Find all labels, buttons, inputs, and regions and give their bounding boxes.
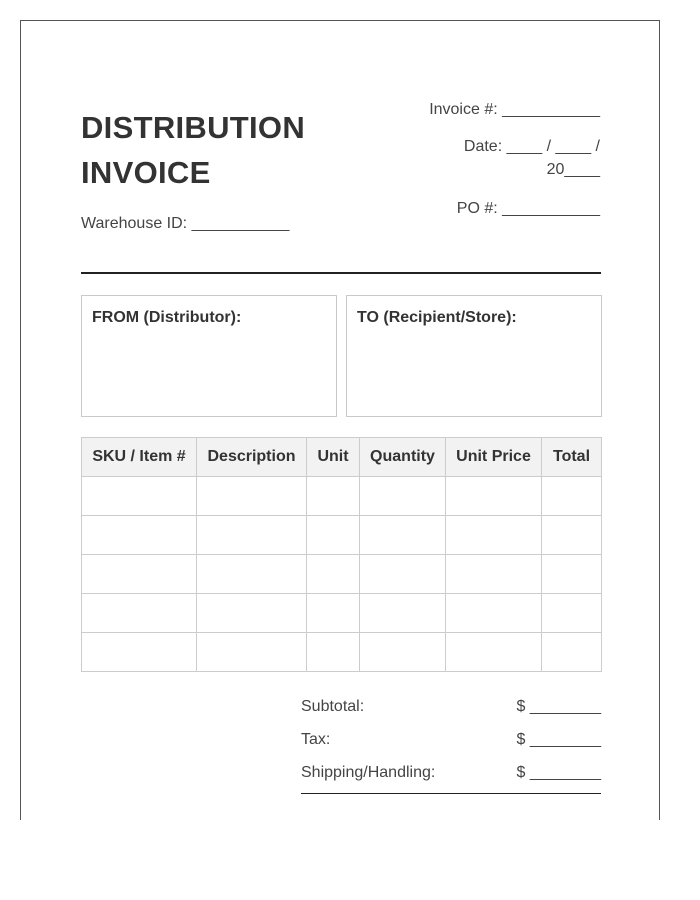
table-cell <box>542 477 602 516</box>
table-cell <box>307 555 360 594</box>
column-header-sku: SKU / Item # <box>82 438 197 477</box>
tax-value: $ ________ <box>516 731 601 748</box>
line-items-table <box>81 437 602 672</box>
table-header-row <box>82 438 602 477</box>
shipping-value: $ ________ <box>516 764 601 781</box>
table-row <box>82 516 602 555</box>
table-cell <box>542 633 602 672</box>
table-cell <box>307 594 360 633</box>
table-cell <box>197 555 307 594</box>
invoice-sheet <box>20 20 660 820</box>
table-cell <box>446 516 542 555</box>
totals-section <box>301 692 601 791</box>
tax-label: Tax: <box>301 731 331 748</box>
column-header-description: Description <box>197 438 307 477</box>
subtotal-value: $ ________ <box>516 698 601 715</box>
shipping-label: Shipping/Handling: <box>301 764 436 781</box>
invoice-number-field: Invoice #: ___________ <box>429 101 600 118</box>
table-cell <box>197 516 307 555</box>
table-cell <box>197 477 307 516</box>
table-cell <box>307 633 360 672</box>
table-cell <box>446 633 542 672</box>
table-cell <box>446 555 542 594</box>
tax-row <box>301 725 601 758</box>
table-cell <box>82 633 197 672</box>
to-recipient-box <box>346 295 602 417</box>
table-row <box>82 594 602 633</box>
table-cell <box>360 516 446 555</box>
table-row <box>82 633 602 672</box>
table-row <box>82 477 602 516</box>
title-line-1: DISTRIBUTION <box>81 110 306 145</box>
date-field <box>450 135 600 181</box>
po-number-field: PO #: ___________ <box>456 200 600 217</box>
table-cell <box>82 477 197 516</box>
table-cell <box>542 516 602 555</box>
table-cell <box>82 516 197 555</box>
table-cell <box>82 555 197 594</box>
subtotal-row <box>301 692 601 725</box>
table-cell <box>446 477 542 516</box>
shipping-row <box>301 758 601 791</box>
table-row <box>82 555 602 594</box>
totals-divider <box>301 793 601 794</box>
table-cell <box>360 477 446 516</box>
column-header-unit-price: Unit Price <box>446 438 542 477</box>
table-cell <box>307 477 360 516</box>
column-header-quantity: Quantity <box>360 438 446 477</box>
table-cell <box>542 594 602 633</box>
from-distributor-box <box>81 295 337 417</box>
date-line-1: Date: ____ / ____ / <box>463 138 600 155</box>
column-header-total: Total <box>542 438 602 477</box>
invoice-title <box>81 105 371 195</box>
table-cell <box>446 594 542 633</box>
title-line-2: INVOICE <box>81 155 211 190</box>
table-cell <box>307 516 360 555</box>
from-label: FROM (Distributor): <box>92 309 242 326</box>
table-cell <box>360 555 446 594</box>
table-cell <box>197 633 307 672</box>
table-cell <box>197 594 307 633</box>
subtotal-label: Subtotal: <box>301 698 365 715</box>
warehouse-id-field: Warehouse ID: ___________ <box>81 215 290 232</box>
to-label: TO (Recipient/Store): <box>357 309 517 326</box>
header-divider <box>81 272 601 274</box>
column-header-unit: Unit <box>307 438 360 477</box>
table-cell <box>360 633 446 672</box>
table-cell <box>360 594 446 633</box>
table-cell <box>542 555 602 594</box>
date-line-2: 20____ <box>546 161 600 178</box>
table-cell <box>82 594 197 633</box>
